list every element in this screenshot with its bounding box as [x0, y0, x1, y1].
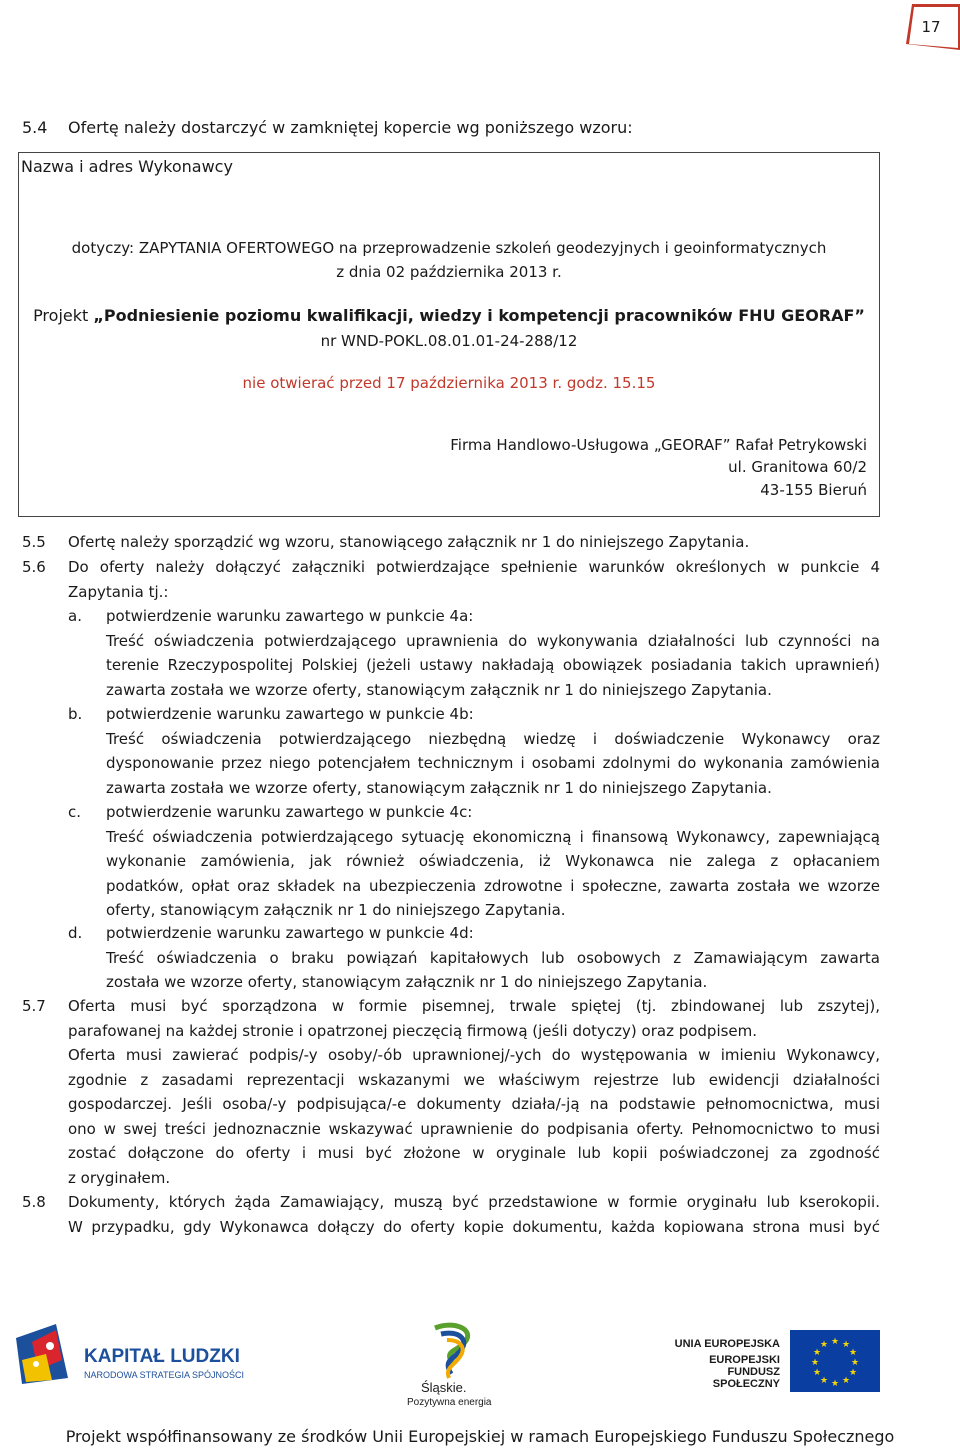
list-item-b: [68, 702, 880, 800]
item-heading: potwierdzenie warunku zawartego w punkcie 4b:: [106, 705, 474, 723]
section-line: Zapytania tj.:: [68, 582, 169, 601]
svg-text:★: ★: [851, 1358, 860, 1368]
section-line: ono w swej treści jednoznacznie wskazywać uprawnienie do podpisania oferty. Pełnomocnictwo to musi: [68, 1119, 880, 1138]
subject-line-2: z dnia 02 października 2013 r.: [336, 263, 562, 281]
section-line: z oryginałem.: [68, 1168, 171, 1187]
section-line: zostać dołączone do oferty i musi być złożone w oryginale lub kopii poświadczonej za zgodność: [68, 1144, 880, 1162]
section-5-7: [22, 994, 880, 1190]
slaskie-logo: [395, 1320, 525, 1408]
section-line: Dokumenty, których żąda Zamawiający, muszą być przedstawione w formie oryginału lub kserokopii.: [68, 1193, 880, 1211]
item-label: a.: [68, 607, 82, 625]
item-heading: potwierdzenie warunku zawartego w punkcie 4a:: [106, 607, 474, 625]
eu-line-3: FUNDUSZ SPOŁECZNY: [712, 1366, 780, 1390]
item-line: zawarta została we wzorze oferty, stanowiącym załącznik nr 1 do niniejszego Zapytania.: [106, 778, 772, 797]
svg-text:★: ★: [849, 1348, 858, 1358]
svg-text:★: ★: [813, 1368, 822, 1378]
section-number: 5.7: [22, 997, 46, 1015]
item-line: Treść oświadczenia potwierdzającego uprawnienia do wykonywania działalności lub czynności na: [106, 631, 880, 650]
item-line: Treść oświadczenia potwierdzającego sytuację ekonomiczną i finansową Wykonawcy, zapewniającą: [106, 827, 880, 846]
eu-line-1: UNIA EUROPEJSKA: [674, 1338, 780, 1350]
section-line: W przypadku, gdy Wykonawca dołączy do oferty kopie dokumentu, każda kopiowana strona musi być: [68, 1217, 880, 1236]
list-item-d: [68, 921, 880, 995]
section-line: gospodarczej. Jeśli osoba/-y podpisująca/-e dokumenty działa/-ją na podstawie pełnomocnictwa, musi: [68, 1095, 880, 1113]
slaskie-wave-icon: [435, 1325, 468, 1378]
section-number: 5.6: [22, 558, 46, 576]
svg-text:★: ★: [849, 1368, 858, 1378]
section-line: parafowanej na każdej stronie i opatrzonej pieczęcią firmową (jeśli dotyczy) oraz podpisem.: [68, 1021, 758, 1040]
item-line: wykonanie zamówienia, jak również oświadczenia, iż Wykonawca nie zalega z opłacaniem: [106, 852, 880, 870]
section-line: Oferta musi być sporządzona w formie pisemnej, trwale spiętej (tj. zbindowanej lub zszytej),: [68, 997, 880, 1015]
list-item-a: [68, 604, 880, 702]
section-5-5: [22, 530, 882, 555]
subject-line-1: dotyczy: ZAPYTANIA OFERTOWEGO na przeprowadzenie szkoleń geodezyjnych i geoinformatycznych: [71, 239, 827, 257]
item-line: Treść oświadczenia o braku powiązań kapitałowych lub osobowych z Zamawiającym zawarta: [106, 948, 880, 967]
section-line: zgodnie z zasadami reprezentacji wskazanymi we właściwym rejestrze lub ewidencji działalności: [68, 1070, 880, 1089]
project-number: nr WND-POKL.08.01.01-24-288/12: [320, 332, 578, 350]
page-number: 17: [921, 18, 941, 36]
svg-text:★: ★: [811, 1358, 820, 1368]
page-number-badge: [906, 4, 960, 50]
svg-text:★: ★: [831, 1379, 840, 1389]
item-line: zawarta została we wzorze oferty, stanowiącym załącznik nr 1 do niniejszego Zapytania.: [106, 680, 772, 699]
svg-text:★: ★: [842, 1376, 851, 1386]
item-line: dysponowanie przez niego potencjałem technicznym i osobami zdolnymi do wykonania zamówienia: [106, 754, 880, 772]
recipient-street: ul. Granitowa 60/2: [728, 458, 867, 476]
envelope-template: [18, 152, 880, 517]
slaskie-subtitle: Pozytywna energia: [407, 1397, 492, 1408]
svg-text:★: ★: [813, 1348, 822, 1358]
kl-subtitle: NARODOWA STRATEGIA SPÓJNOŚCI: [84, 1370, 245, 1380]
footer-logos: [0, 1320, 960, 1410]
do-not-open-notice: nie otwierać przed 17 października 2013 r. godz. 15.15: [242, 374, 656, 392]
svg-text:★: ★: [820, 1376, 829, 1386]
section-text: Ofertę należy dostarczyć w zamkniętej kopercie wg poniższego wzoru:: [68, 118, 633, 137]
item-line: terenie Rzeczypospolitej Polskiej (jeżeli ustawy nakładają obowiązek posiadania takich uprawnień): [106, 656, 880, 674]
item-line: została we wzorze oferty, stanowiącym załącznik nr 1 do niniejszego Zapytania.: [106, 973, 708, 991]
svg-text:★: ★: [820, 1340, 829, 1350]
eu-line-2: EUROPEJSKI: [709, 1354, 780, 1366]
eu-flag-icon: [790, 1330, 880, 1392]
recipient-city: 43-155 Bieruń: [760, 481, 867, 499]
item-label: b.: [68, 705, 83, 723]
item-heading: potwierdzenie warunku zawartego w punkcie 4d:: [106, 924, 474, 942]
slaskie-title: Śląskie.: [421, 1380, 467, 1395]
item-line: oferty, stanowiącym załącznik nr 1 do niniejszego Zapytania.: [106, 901, 566, 919]
item-line: podatków, opłat oraz składek na ubezpieczenia zdrowotne i społeczne, zawarta została we wzorze: [106, 876, 880, 895]
sender-label: Nazwa i adres Wykonawcy: [21, 157, 233, 176]
svg-text:★: ★: [831, 1337, 840, 1347]
kapital-ludzki-logo: [12, 1320, 302, 1388]
recipient-name: Firma Handlowo-Usługowa „GEORAF” Rafał Petrykowski: [450, 436, 867, 454]
section-5-8: [22, 1190, 880, 1239]
item-line: Treść oświadczenia potwierdzającego niezbędną wiedzę i doświadczenie Wykonawcy oraz: [106, 729, 880, 748]
project-line: [19, 306, 879, 325]
item-label: c.: [68, 803, 82, 821]
kapital-ludzki-emblem-icon: [16, 1324, 68, 1384]
section-number: 5.4: [22, 118, 48, 137]
svg-text:★: ★: [842, 1340, 851, 1350]
footer-cofinancing-text: Projekt współfinansowany ze środków Unii Europejskiej w ramach Europejskiego Funduszu Społecznego: [65, 1427, 895, 1446]
eu-text-block: [662, 1338, 780, 1394]
section-line: Oferta musi zawierać podpis/-y osoby/-ób uprawnionej/-ych do występowania w imieniu Wykonawcy,: [68, 1046, 880, 1064]
section-5-6: [22, 555, 880, 604]
project-title: „Podniesienie poziomu kwalifikacji, wiedzy i kompetencji pracowników FHU GEORAF”: [93, 306, 865, 325]
section-text: Ofertę należy sporządzić wg wzoru, stanowiącego załącznik nr 1 do niniejszego Zapytania.: [68, 533, 750, 551]
item-label: d.: [68, 924, 83, 942]
item-heading: potwierdzenie warunku zawartego w punkcie 4c:: [106, 803, 473, 821]
project-prefix: Projekt: [33, 306, 94, 325]
section-line: Do oferty należy dołączyć załączniki potwierdzające spełnienie warunków określonych w punkcie 4: [68, 558, 880, 576]
section-number: 5.5: [22, 533, 46, 551]
list-item-c: [68, 800, 880, 923]
section-number: 5.8: [22, 1193, 46, 1211]
kl-title: KAPITAŁ LUDZKI: [84, 1346, 240, 1367]
